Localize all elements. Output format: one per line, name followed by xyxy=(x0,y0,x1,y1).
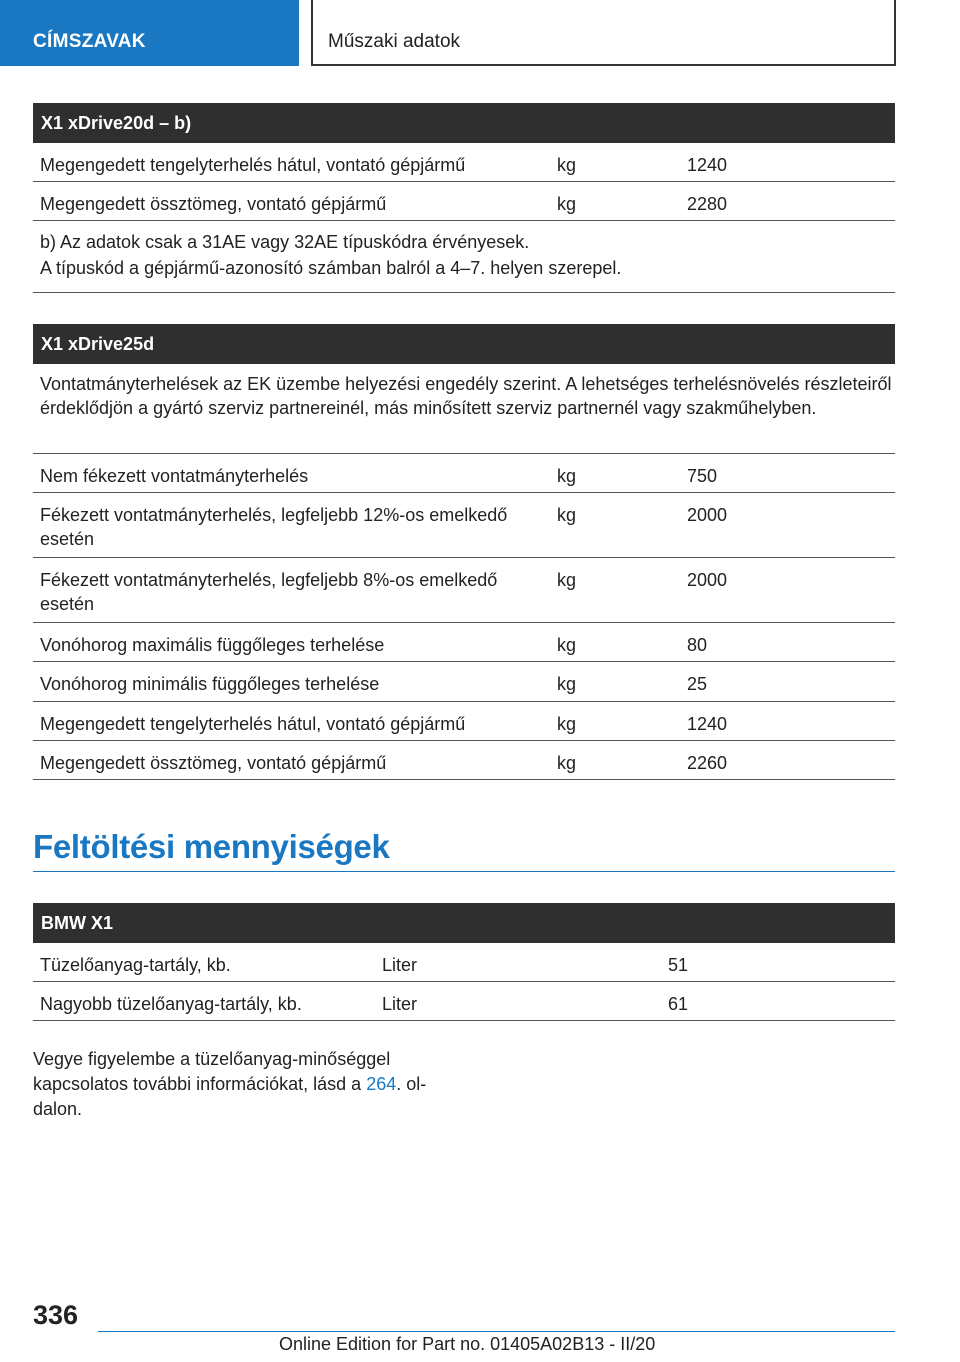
table-header: X1 xDrive20d – b) xyxy=(33,103,895,143)
section-tab[interactable]: CÍMSZAVAK xyxy=(0,0,299,66)
table-row xyxy=(33,982,895,1021)
section-heading: Feltöltési mennyiségek xyxy=(33,826,895,872)
row-unit: kg xyxy=(557,635,577,655)
table-bmw-x1-capacities xyxy=(33,903,895,1021)
row-label: Nem fékezett vontatmányterhelés xyxy=(40,466,309,486)
row-label: Fékezett vontatmányterhelés, legfeljebb 12%-os emelkedő esetén xyxy=(40,505,508,549)
row-value: 2000 xyxy=(687,570,728,590)
row-value: 1240 xyxy=(687,155,728,175)
row-label: Megengedett össztömeg, vontató gépjármű xyxy=(40,753,387,773)
row-value: 1240 xyxy=(687,714,728,734)
row-unit: kg xyxy=(557,714,577,734)
table-header: X1 xDrive25d xyxy=(33,324,895,364)
row-unit: kg xyxy=(557,194,577,214)
row-label: Tüzelőanyag-tartály, kb. xyxy=(40,955,231,975)
footer-edition: Online Edition for Part no. 01405A02B13 - II/20 xyxy=(279,1334,656,1354)
footnote-line: A típuskód a gépjármű-azonosító számban balról a 4–7. helyen szerepel. xyxy=(40,258,622,278)
row-value: 750 xyxy=(687,466,718,486)
row-label: Nagyobb tüzelőanyag-tartály, kb. xyxy=(40,994,302,1014)
table-row xyxy=(33,182,895,221)
row-label: Megengedett tengelyterhelés hátul, vontató gépjármű xyxy=(40,714,466,734)
row-label: Vonóhorog minimális függőleges terhelése xyxy=(40,674,380,694)
row-unit: Liter xyxy=(382,994,418,1014)
page-reference-link[interactable]: 264 xyxy=(366,1074,397,1094)
intro-text: Vontatmányterhelések az EK üzembe helyezési engedély szerint. A lehetséges terhelésnövelés részleteiről érdeklődjön a gyártó szerviz partnereinél, más minősített szerviz partnernél vagy szakműhelyben. xyxy=(40,374,892,418)
row-unit: kg xyxy=(557,570,577,590)
row-value: 2280 xyxy=(687,194,728,214)
table-x1-xdrive25d xyxy=(33,324,895,780)
table-row xyxy=(33,662,895,702)
table-row xyxy=(33,943,895,982)
row-unit: kg xyxy=(557,674,577,694)
table-footnote xyxy=(33,221,895,293)
row-unit: Liter xyxy=(382,955,418,975)
row-value: 61 xyxy=(668,994,689,1014)
table-row xyxy=(33,623,895,662)
page-number: 336 xyxy=(33,1300,79,1330)
table-row xyxy=(33,143,895,182)
row-value: 80 xyxy=(687,635,708,655)
row-label: Megengedett össztömeg, vontató gépjármű xyxy=(40,194,387,214)
row-value: 51 xyxy=(668,955,689,975)
table-row xyxy=(33,454,895,493)
row-unit: kg xyxy=(557,753,577,773)
table-row xyxy=(33,558,895,623)
row-unit: kg xyxy=(557,505,577,525)
table-row xyxy=(33,741,895,780)
page-title: Műszaki adatok xyxy=(311,0,896,66)
row-value: 2000 xyxy=(687,505,728,525)
footnote-line: b) Az adatok csak a 31AE vagy 32AE típuskódra érvényesek. xyxy=(40,232,530,252)
row-label: Vonóhorog maximális függőleges terhelése xyxy=(40,635,385,655)
table-x1-xdrive20d xyxy=(33,103,895,293)
row-value: 2260 xyxy=(687,753,728,773)
fuel-quality-note xyxy=(33,1047,453,1122)
row-unit: kg xyxy=(557,466,577,486)
row-unit: kg xyxy=(557,155,577,175)
table-row xyxy=(33,702,895,741)
table-row xyxy=(33,493,895,558)
table-header: BMW X1 xyxy=(33,903,895,943)
table-intro xyxy=(33,364,895,454)
row-label: Fékezett vontatmányterhelés, legfeljebb 8%-os emelkedő esetén xyxy=(40,570,498,614)
row-value: 25 xyxy=(687,674,708,694)
row-label: Megengedett tengelyterhelés hátul, vontató gépjármű xyxy=(40,155,466,175)
note-text-end: . oldalon. xyxy=(33,1074,427,1119)
note-text: Vegye figyelembe a tüzelőanyag-minőséggel kapcsolatos további információkat, lásd a xyxy=(33,1049,391,1094)
footer-divider xyxy=(98,1331,895,1332)
